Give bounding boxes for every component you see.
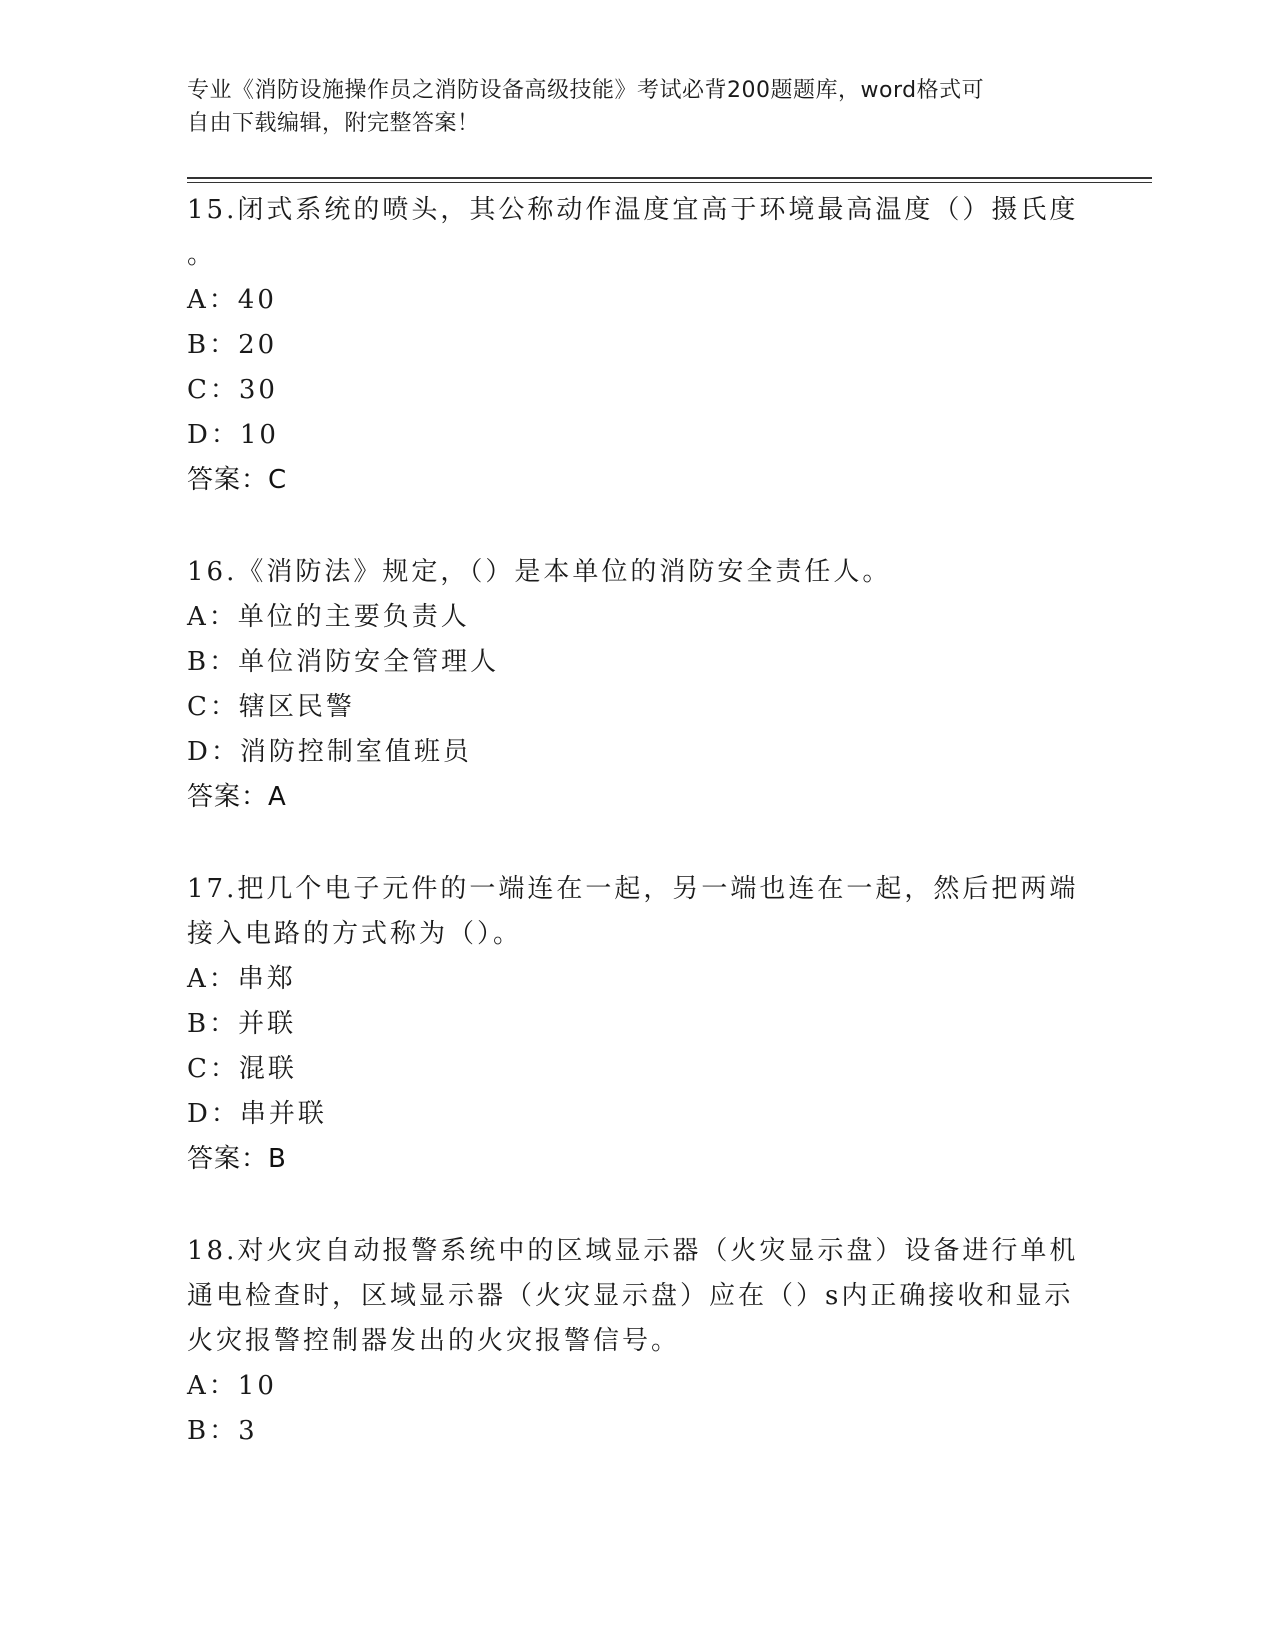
question-stem-line: 火灾报警控制器发出的火灾报警信号。 [187, 1326, 681, 1356]
header-line-1: 专业《消防设施操作员之消防设备高级技能》考试必背200题题库，word格式可 [187, 78, 985, 103]
option-a: A：单位的主要负责人 [187, 602, 470, 632]
option-a: A：40 [187, 285, 277, 315]
document-header [187, 74, 1087, 140]
question-list [187, 188, 1087, 1501]
option-d: D：串并联 [187, 1099, 327, 1129]
question-18 [187, 1229, 1087, 1454]
option-c: C：辖区民警 [187, 692, 355, 722]
header-divider-thick [187, 177, 1152, 179]
option-d: D：10 [187, 420, 279, 450]
question-16 [187, 550, 1087, 820]
answer-line: 答案：A [187, 782, 287, 812]
option-c: C：30 [187, 375, 278, 405]
question-stem-line: 。 [187, 240, 217, 270]
answer-line: 答案：B [187, 1144, 287, 1174]
question-17 [187, 867, 1087, 1182]
header-divider-thin [187, 182, 1152, 183]
question-stem-line: 16.《消防法》规定，（）是本单位的消防安全责任人。 [187, 557, 892, 587]
option-b: B：3 [187, 1416, 258, 1446]
option-b: B：20 [187, 330, 278, 360]
option-c: C：混联 [187, 1054, 297, 1084]
question-stem-line: 18.对火灾自动报警系统中的区域显示器（火灾显示盘）设备进行单机 [187, 1236, 1079, 1266]
question-15 [187, 188, 1087, 503]
option-a: A：10 [187, 1371, 277, 1401]
question-stem-line: 17.把几个电子元件的一端连在一起，另一端也连在一起，然后把两端 [187, 874, 1079, 904]
answer-line: 答案：C [187, 465, 288, 495]
option-b: B：单位消防安全管理人 [187, 647, 500, 677]
option-d: D：消防控制室值班员 [187, 737, 472, 767]
option-b: B：并联 [187, 1009, 297, 1039]
question-stem-line: 通电检查时，区域显示器（火灾显示盘）应在（）s内正确接收和显示 [187, 1281, 1074, 1311]
option-a: A：串郑 [187, 964, 296, 994]
question-stem-line: 接入电路的方式称为（）。 [187, 919, 523, 949]
question-stem-line: 15.闭式系统的喷头，其公称动作温度宜高于环境最高温度（）摄氏度 [187, 195, 1079, 225]
header-line-2: 自由下载编辑，附完整答案！ [187, 111, 480, 136]
